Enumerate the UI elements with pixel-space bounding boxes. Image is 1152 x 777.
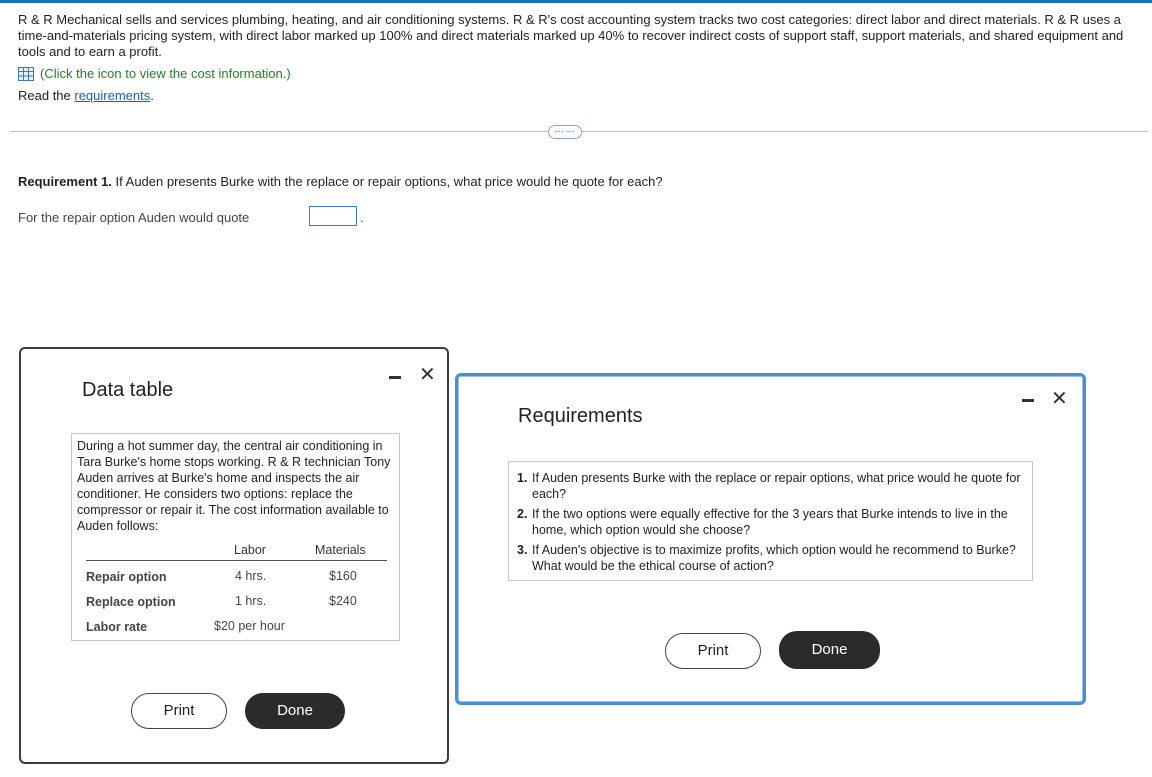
requirement-item (517, 470, 1027, 502)
replace-labor: 1 hrs. (235, 594, 267, 608)
close-icon[interactable]: ✕ (1051, 388, 1068, 410)
row-label-replace: Replace option (86, 595, 176, 609)
done-button[interactable]: Done (245, 693, 345, 729)
read-prefix: Read the (18, 88, 75, 103)
question-line (18, 174, 663, 189)
labor-rate-value: $20 per hour (214, 619, 285, 633)
row-label-repair: Repair option (86, 570, 167, 584)
minimize-icon[interactable] (1022, 399, 1034, 402)
row-label-labor-rate: Labor rate (86, 620, 148, 634)
requirement-number: 2. (517, 507, 528, 521)
replace-materials: $240 (329, 594, 357, 608)
repair-labor: 4 hrs. (235, 569, 267, 583)
header-rule (86, 560, 387, 561)
requirement-number: 1. (517, 471, 528, 485)
requirement-number: 3. (517, 543, 528, 557)
cost-info-panel (71, 433, 400, 641)
materials-header: Materials (315, 543, 366, 557)
requirements-dialog (455, 373, 1086, 705)
dialog-title: Requirements (518, 405, 643, 427)
minimize-icon[interactable] (389, 376, 401, 379)
repair-price-input[interactable] (309, 206, 357, 226)
print-button[interactable]: Print (665, 633, 761, 669)
question-label: Requirement 1. (18, 174, 112, 189)
requirements-panel (508, 461, 1033, 581)
requirement-item (517, 506, 1027, 538)
cost-info-text[interactable]: (Click the icon to view the cost information.) (40, 66, 291, 81)
requirement-text: If Auden presents Burke with the replace or repair options, what price would he quote for each? (532, 471, 1021, 501)
top-accent-bar (0, 0, 1152, 3)
expand-button[interactable]: …… (548, 125, 582, 139)
done-button[interactable]: Done (779, 631, 880, 669)
repair-quote-prompt: For the repair option Auden would quote (18, 210, 250, 225)
table-grid-icon[interactable] (18, 67, 34, 81)
requirements-link[interactable]: requirements (74, 88, 151, 103)
labor-header: Labor (234, 543, 266, 557)
answer-suffix: . (360, 210, 364, 225)
requirement-text: If Auden's objective is to maximize profits, which option would he recommend to Burke? What would be the ethical course of action? (532, 543, 1016, 573)
print-button[interactable]: Print (131, 693, 227, 729)
requirements-list (517, 470, 1027, 578)
cost-info-link[interactable] (18, 66, 291, 81)
requirement-item (517, 542, 1027, 574)
read-requirements-line (18, 88, 154, 103)
repair-materials: $160 (329, 569, 357, 583)
close-icon[interactable]: ✕ (419, 364, 436, 386)
dialog-title: Data table (82, 379, 174, 401)
scenario-description: During a hot summer day, the central air conditioning in Tara Burke's home stops working. R & R technician Tony Auden arrives at Burke's home and inspects the air conditioner. He considers two options: replace the compressor or repair it. The cost information available to Auden follows: (77, 439, 391, 533)
requirement-text: If the two options were equally effective for the 3 years that Burke intends to live in the home, which option would she choose? (532, 507, 1008, 537)
question-text: If Auden presents Burke with the replace or repair options, what price would he quote for each? (111, 174, 663, 189)
data-table-dialog (19, 347, 449, 764)
problem-intro: R & R Mechanical sells and services plumbing, heating, and air conditioning systems. R & R's cost accounting system tracks two cost categories: direct labor and direct materials. R & R uses a time-and-materials pricing system, with direct labor marked up 100% and direct materials marked up 40% to recover indirect costs of support staff, support materials, and shared equipment and tools and to earn a profit. (18, 12, 1124, 59)
read-suffix: . (150, 88, 154, 103)
